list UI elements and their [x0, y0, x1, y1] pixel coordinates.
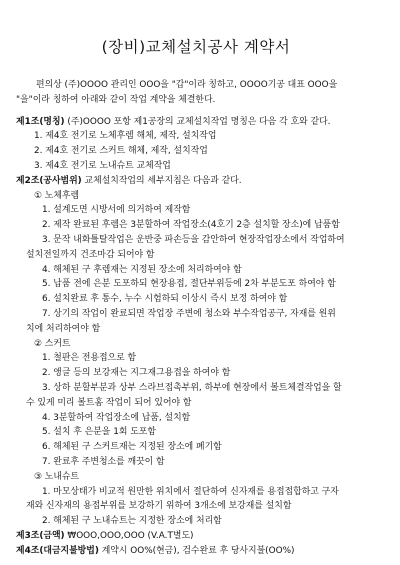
article-2-section-line: 4. 3분할하여 작업장소에 납품, 설치함: [42, 412, 191, 423]
article-1-heading-line: [16, 115, 376, 130]
article-2-text: 교체설치작업의 세부지침은 다음과 같다.: [81, 175, 242, 186]
article-3-heading-line: [16, 529, 376, 544]
article-2-section-line: 7. 상기의 작업이 완료되면 작업장 주변에 청소와 부수작업공구, 자재를 원위: [42, 308, 336, 319]
article-2-section-line: 5. 설치 후 은분을 1회 도포함: [42, 427, 156, 438]
article-2-section-line: 3. 상하 분할부분과 상부 스라브접촉부위, 하부에 현장에서 볼트체결작업을 할: [42, 382, 342, 393]
article-2-heading: 제2조(공사범위): [16, 175, 82, 186]
article-2-section-label: ② 스커트: [34, 338, 71, 349]
article-2-section-line: 재와 신자재의 용접부위를 보강하기 위하여 3개소에 보강재를 설치함: [26, 501, 292, 512]
article-2-section-line: 2. 제작 완료된 후렘은 3분할하여 작업장소(4호기 2층 설치할 장소)에 납품함: [42, 220, 340, 231]
article-1-item: 2. 제4호 전기로 스커트 해체, 제작, 설치작업: [34, 146, 208, 157]
article-4-text: 계약시 OO%(현금), 검수완료 후 당사지불(OO%): [98, 545, 295, 556]
article-2-section-line: 치에 처리하여야 함: [26, 323, 101, 334]
article-2-section-line: 7. 완료후 주변청소를 깨끗이 함: [42, 456, 165, 467]
article-2-heading-line: [16, 174, 376, 189]
article-3-text: ₩OOO,OOO,OOO (V.A.T별도): [64, 530, 194, 541]
intro-line-1: 편의상 (주)OOOO 관리인 OOO을 "갑"이라 칭하고, OOOO기공 대표 OOO을: [36, 80, 338, 90]
article-3-heading: 제3조(금액): [16, 530, 65, 541]
article-2-sections: [16, 189, 376, 529]
article-2-section-line: 6. 해체된 구 스커트재는 지정된 장소에 폐기함: [42, 442, 222, 453]
article-2-section-line: 2. 해체된 구 노내슈트는 지정한 장소에 처리함: [42, 516, 222, 527]
article-2-section-line: 1. 철판은 전용접으로 함: [42, 353, 137, 364]
article-2-section-line: 2. 앵글 등의 보강재는 지그재그용접을 하여야 함: [42, 368, 231, 379]
intro-line-2: "을"이라 칭하여 아래와 같이 작업 계약을 체결한다.: [16, 94, 216, 105]
article-2-section-line: 4. 해체된 구 후렘재는 지정된 장소에 처리하여야 함: [42, 264, 242, 275]
article-2-section-line: 설치전일까지 건조마감 되어야 함: [26, 249, 155, 260]
article-2-section-line: 3. 문작 내화틀탈작업은 운반중 파손등을 감안하여 현장작업장소에서 작업하여: [42, 234, 345, 245]
article-1-item: 3. 제4호 전기로 노내슈트 교체작업: [34, 160, 171, 171]
article-2-section-line: 5. 납품 전에 은분 도포하되 현장용접, 절단부위등에 2차 부분도포 하여야 함: [42, 279, 336, 290]
document-title: (장비)교체설치공사 계약서: [101, 38, 291, 56]
article-2-section-label: ① 노체후렘: [34, 190, 80, 201]
article-2-section-label: ③ 노내슈트: [34, 471, 80, 482]
article-2-section-line: 1. 설계도면 시방서에 의거하여 제작함: [42, 205, 191, 216]
article-2-section-line: 6. 설치완료 후 통수, 누수 시험하되 이상시 즉시 보정 하여야 함: [42, 294, 288, 305]
article-1-text: (주)OOOO 포항 제1공장의 교체설치작업 명칭은 다음 각 호와 같다.: [64, 116, 331, 127]
article-2-section-line: 수 있게 미리 볼트홈 작업이 되어 있어야 함: [26, 397, 192, 408]
article-1-heading: 제1조(명칭): [16, 116, 65, 127]
article-4-heading: 제4조(대금지불방법): [16, 545, 99, 556]
document-body: [16, 78, 376, 559]
article-1-item: 1. 제4호 전기로 노체후렘 해체, 제작, 설치작업: [34, 131, 217, 142]
article-2-section-line: 1. 마모상태가 비교적 원만한 위치에서 절단하여 신자재를 용접접합하고 구자: [42, 486, 339, 497]
article-4-heading-line: [16, 544, 376, 559]
